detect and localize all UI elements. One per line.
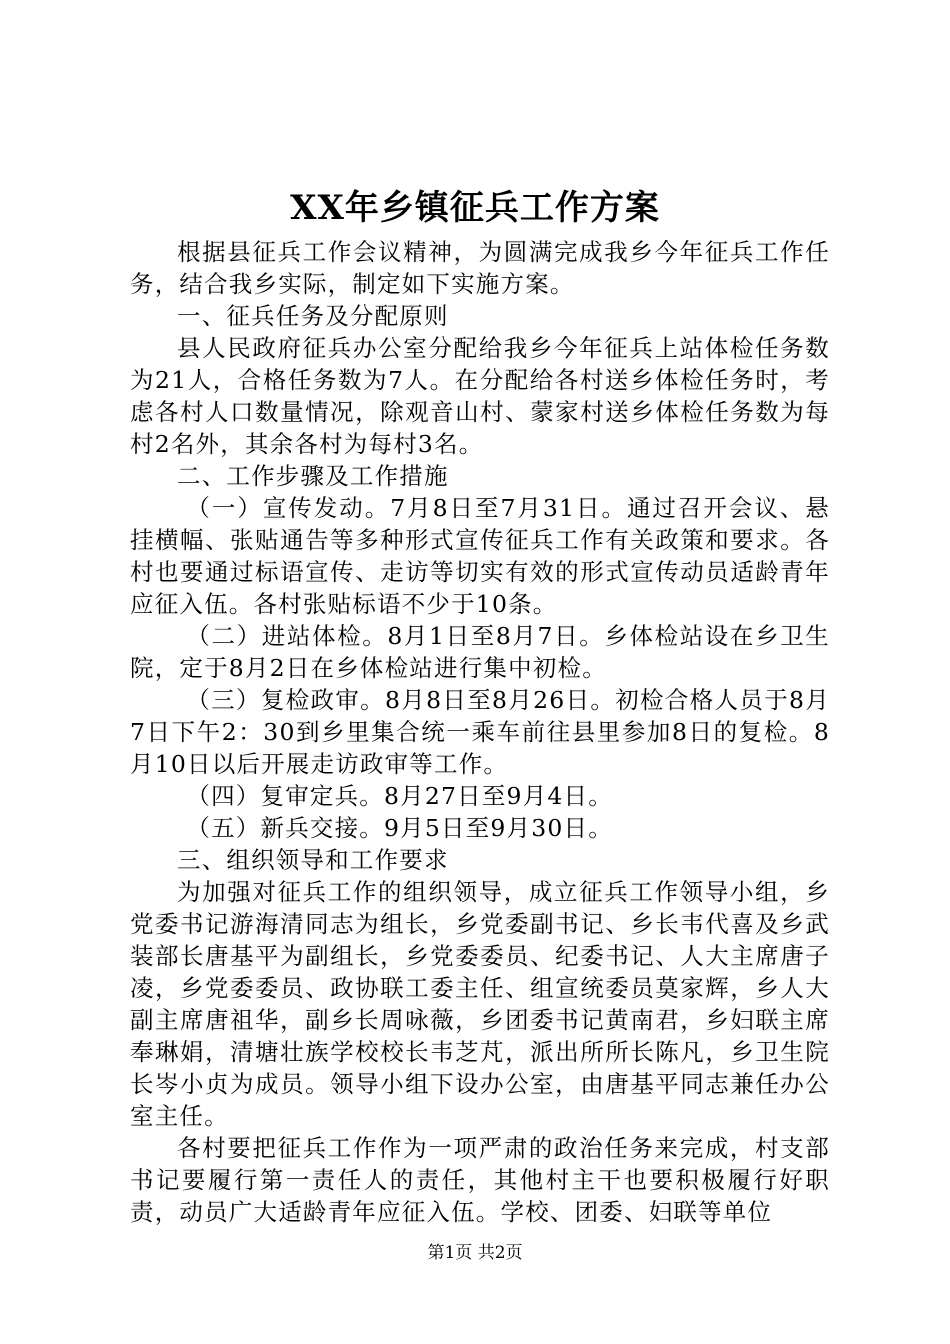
paragraph-task-allocation: 县人民政府征兵办公室分配给我乡今年征兵上站体检任务数为21人，合格任务数为7人。在分配给各村送乡体检任务时，考虑各村人口数量情况，除观音山村、蒙家村送乡体检任务数为每村2名外，其余各村为每村3名。 [130, 334, 830, 458]
paragraph-intro: 根据县征兵工作会议精神，为圆满完成我乡今年征兵工作任务，结合我乡实际，制定如下实施方案。 [130, 238, 830, 298]
section-heading-3: 三、组织领导和工作要求 [177, 846, 449, 874]
page-footer: 第1页 共2页 [427, 1243, 523, 1263]
step-physical-exam: （二）进站体检。8月1日至8月7日。乡体检站设在乡卫生院，定于8月2日在乡体检站进行集中初检。 [130, 622, 830, 682]
step-final-review: （四）复审定兵。8月27日至9月4日。 [186, 782, 613, 810]
section-heading-2: 二、工作步骤及工作措施 [177, 462, 449, 490]
paragraph-leadership-group: 为加强对征兵工作的组织领导，成立征兵工作领导小组，乡党委书记游海清同志为组长，乡党委副书记、乡长韦代喜及乡武装部长唐基平为副组长，乡党委委员、纪委书记、人大主席唐子凌，乡党委委员、政协联工委主任、组宣统委员莫家辉，乡人大副主席唐祖华，副乡长周咏薇，乡团委书记黄南君，乡妇联主席奉琳娟，清塘壮族学校校长韦芝芃，派出所所长陈凡，乡卫生院长岑小贞为成员。领导小组下设办公室，由唐基平同志兼任办公室主任。 [130, 878, 830, 1130]
document-body [130, 236, 830, 1228]
section-heading-1: 一、征兵任务及分配原则 [177, 302, 449, 330]
step-handover: （五）新兵交接。9月5日至9月30日。 [186, 814, 613, 842]
step-publicity: （一）宣传发动。7月8日至7月31日。通过召开会议、悬挂横幅、张贴通告等多种形式宣传征兵工作有关政策和要求。各村也要通过标语宣传、走访等切实有效的形式宣传动员适龄青年应征入伍。各村张贴标语不少于10条。 [130, 494, 830, 618]
document-title: XX年乡镇征兵工作方案 [290, 188, 660, 228]
paragraph-village-duties: 各村要把征兵工作作为一项严肃的政治任务来完成，村支部书记要履行第一责任人的责任，其他村主干也要积极履行好职责，动员广大适龄青年应征入伍。学校、团委、妇联等单位 [130, 1134, 830, 1226]
step-recheck-review: （三）复检政审。8月8日至8月26日。初检合格人员于8月7日下午2：30到乡里集合统一乘车前往县里参加8日的复检。8月10日以后开展走访政审等工作。 [130, 686, 830, 778]
